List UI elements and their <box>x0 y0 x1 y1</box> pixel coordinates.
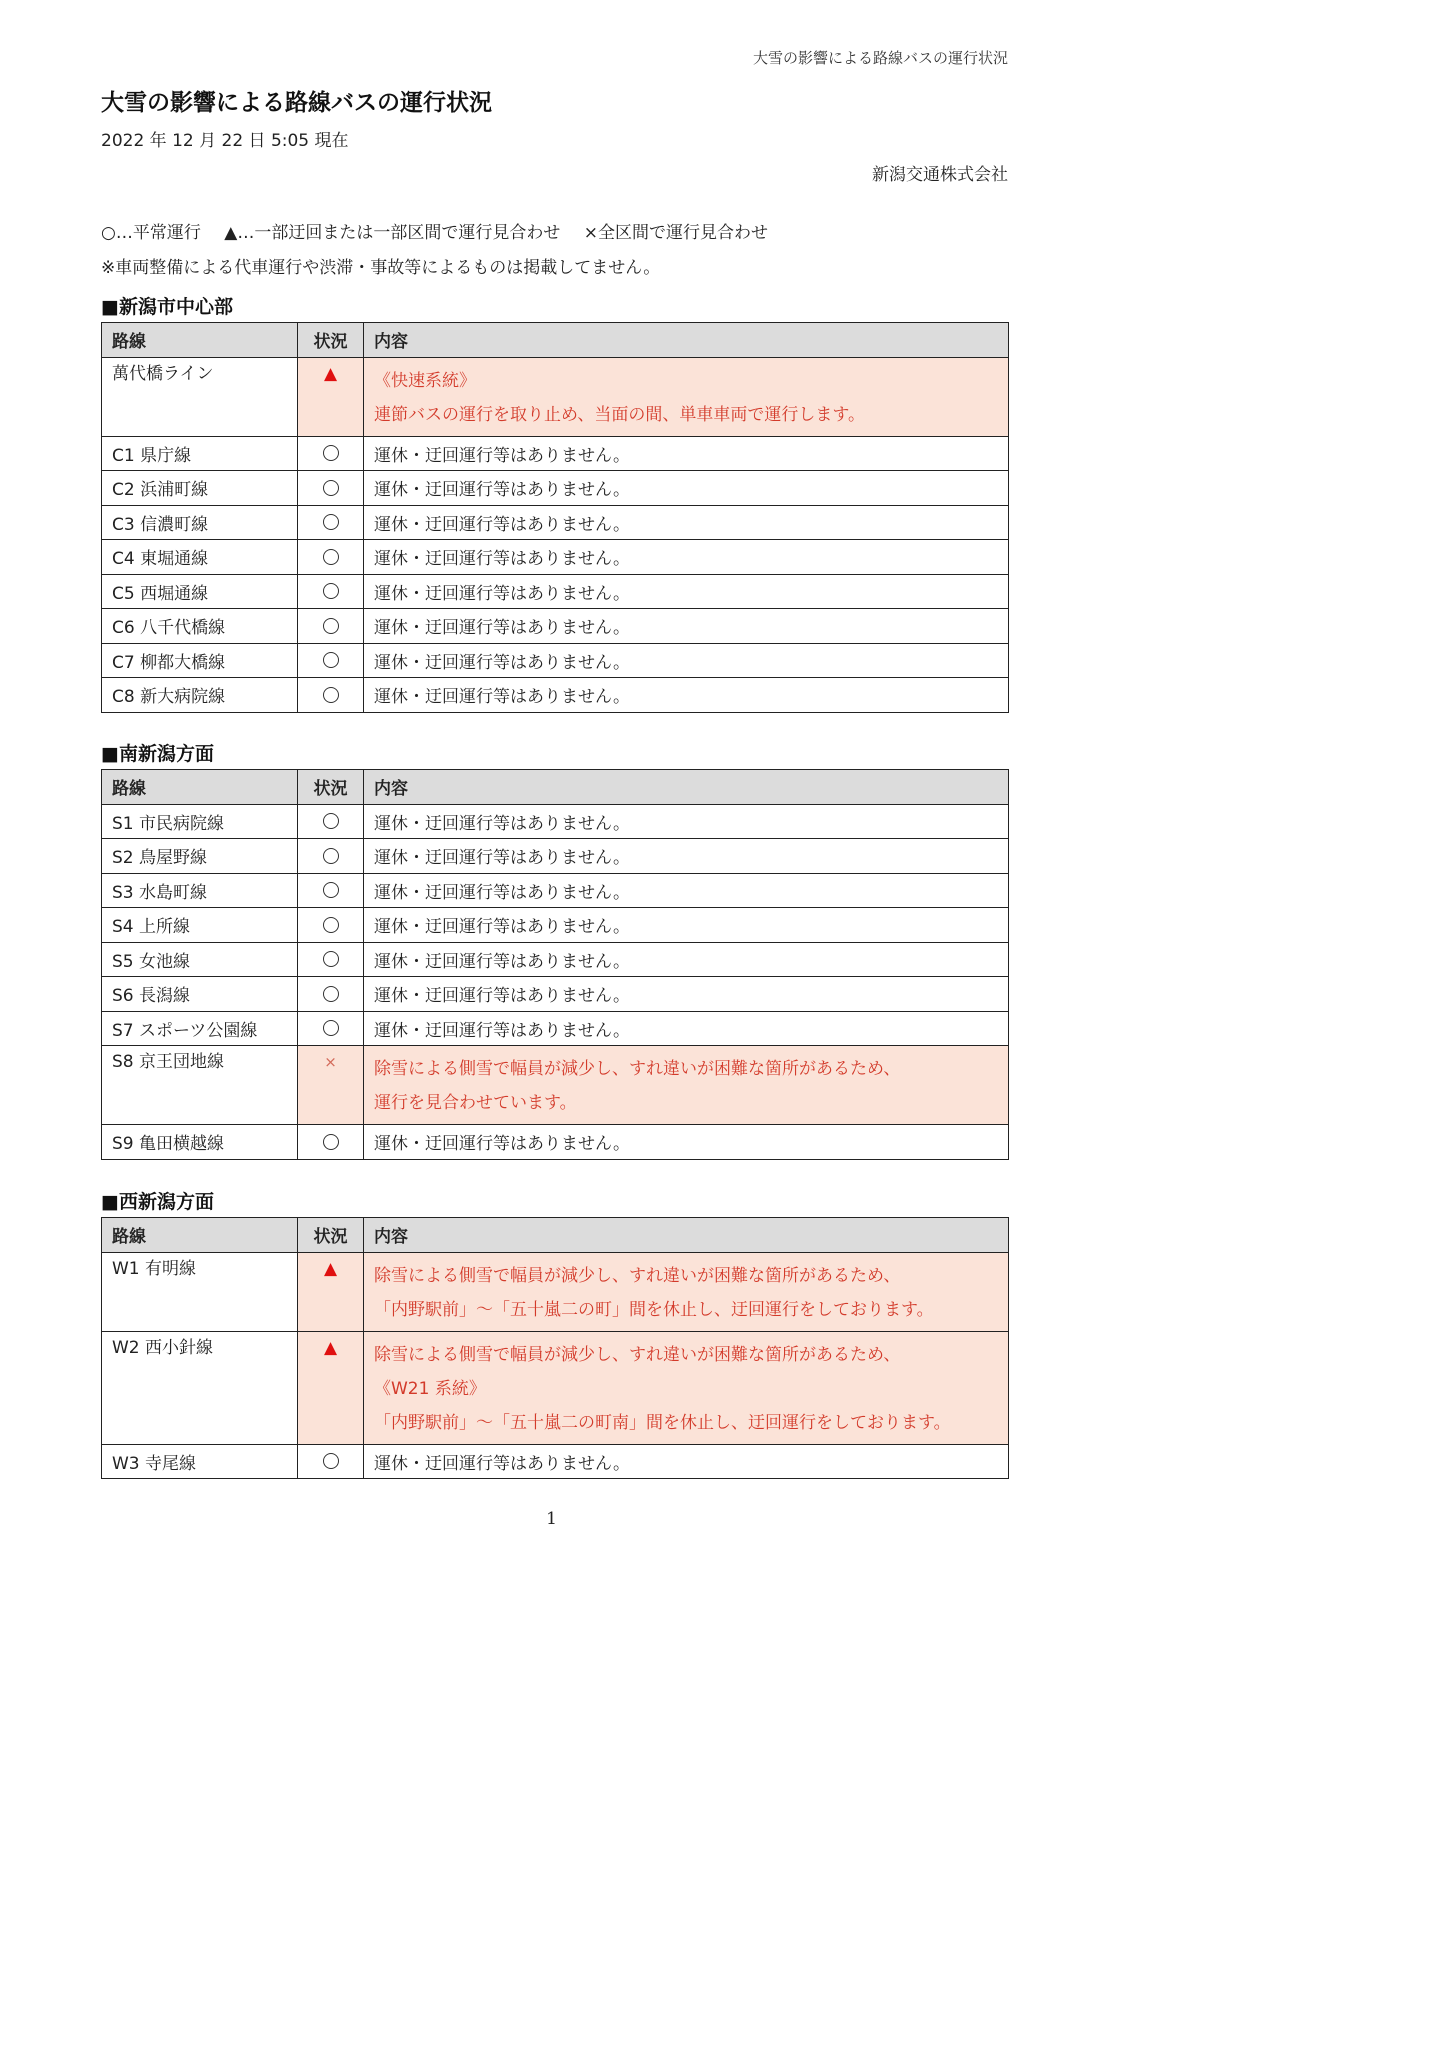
status-partial-cell <box>298 1331 364 1444</box>
column-header-status: 状況 <box>298 323 364 358</box>
detail-cell <box>364 436 1009 471</box>
detail-cell <box>364 873 1009 908</box>
detail-cell <box>364 505 1009 540</box>
table-row <box>102 977 1009 1012</box>
detail-cell <box>364 1444 1009 1479</box>
detail-cell <box>364 1011 1009 1046</box>
route-name-cell: C5 西堀通線 <box>102 574 298 609</box>
route-name-cell: C7 柳都大橋線 <box>102 643 298 678</box>
route-name-cell: C3 信濃町線 <box>102 505 298 540</box>
detail-text-line: 運休・迂回運行等はありません。 <box>374 882 631 903</box>
circle-icon <box>323 652 339 668</box>
route-name-cell: W3 寺尾線 <box>102 1444 298 1479</box>
detail-text-line: 運休・迂回運行等はありません。 <box>374 986 631 1007</box>
detail-text-line: 運休・迂回運行等はありません。 <box>374 583 631 604</box>
table-row <box>102 540 1009 575</box>
circle-icon <box>323 549 339 565</box>
circle-icon <box>323 813 339 829</box>
detail-text-line: 運休・迂回運行等はありません。 <box>374 480 631 501</box>
detail-cell <box>364 804 1009 839</box>
route-name-cell: S2 鳥屋野線 <box>102 839 298 874</box>
circle-icon <box>323 480 339 496</box>
route-name-cell: W2 西小針線 <box>102 1331 298 1444</box>
table-row <box>102 643 1009 678</box>
legend <box>101 218 786 243</box>
detail-text-line: 運休・迂回運行等はありません。 <box>374 618 631 639</box>
column-header-route: 路線 <box>102 323 298 358</box>
table-row <box>102 1444 1009 1479</box>
circle-icon <box>323 1134 339 1150</box>
detail-text-line: 除雪による側雪で幅員が減少し、すれ違いが困難な箇所があるため、 <box>374 1059 901 1079</box>
table-row <box>102 609 1009 644</box>
route-table-west <box>101 1217 1009 1479</box>
circle-icon <box>323 583 339 599</box>
column-header-status: 状況 <box>298 1218 364 1253</box>
route-name-cell: S1 市民病院線 <box>102 804 298 839</box>
route-name-cell: S6 長潟線 <box>102 977 298 1012</box>
detail-text-line: 除雪による側雪で幅員が減少し、すれ違いが困難な箇所があるため、 <box>374 1265 901 1286</box>
status-suspended-cell <box>298 1046 364 1125</box>
detail-text-line: 運休・迂回運行等はありません。 <box>374 1453 631 1474</box>
table-row <box>102 1046 1009 1125</box>
detail-text-line: 運休・迂回運行等はありません。 <box>374 652 631 673</box>
circle-icon <box>323 882 339 898</box>
circle-icon <box>323 917 339 933</box>
circle-icon <box>323 445 339 461</box>
table-row <box>102 505 1009 540</box>
table-row <box>102 804 1009 839</box>
detail-cell <box>364 977 1009 1012</box>
status-partial-cell <box>298 357 364 436</box>
circle-icon <box>323 848 339 864</box>
table-header-row <box>102 323 1009 358</box>
circle-icon <box>323 951 339 967</box>
circle-icon <box>323 687 339 703</box>
status-triangle-icon: ▲ <box>323 1337 338 1358</box>
circle-icon <box>323 618 339 634</box>
detail-cell <box>364 471 1009 506</box>
route-name-cell: S7 スポーツ公園線 <box>102 1011 298 1046</box>
table-header-row <box>102 1218 1009 1253</box>
route-name-cell: S8 京王団地線 <box>102 1046 298 1125</box>
column-header-route: 路線 <box>102 770 298 805</box>
detail-text-line: 「内野駅前」～「五十嵐二の町」間を休止し、迂回運行をしております。 <box>374 1299 934 1320</box>
route-name-cell: W1 有明線 <box>102 1252 298 1331</box>
detail-cell <box>364 1331 1009 1444</box>
column-header-detail: 内容 <box>364 323 1009 358</box>
legend-normal: ○…平常運行 <box>101 223 201 243</box>
route-name-cell: S9 亀田横越線 <box>102 1125 298 1160</box>
detail-cell <box>364 574 1009 609</box>
page-title: 大雪の影響による路線バスの運行状況 <box>101 90 492 116</box>
detail-text-line: 運休・迂回運行等はありません。 <box>374 917 631 938</box>
detail-cell <box>364 540 1009 575</box>
table-row <box>102 1331 1009 1444</box>
circle-icon <box>323 986 339 1002</box>
route-name-cell: C6 八千代橋線 <box>102 609 298 644</box>
status-normal-cell <box>298 678 364 713</box>
detail-cell <box>364 357 1009 436</box>
detail-text-line: 運休・迂回運行等はありません。 <box>374 848 631 869</box>
section-heading-central: ■新潟市中心部 <box>101 296 233 318</box>
status-triangle-icon: ▲ <box>323 1258 338 1279</box>
detail-text-line: 「内野駅前」～「五十嵐二の町南」間を休止し、迂回運行をしております。 <box>374 1412 951 1433</box>
circle-icon <box>323 514 339 530</box>
status-normal-cell <box>298 1011 364 1046</box>
status-normal-cell <box>298 942 364 977</box>
section-heading-west: ■西新潟方面 <box>101 1191 214 1213</box>
detail-cell <box>364 643 1009 678</box>
table-row <box>102 1252 1009 1331</box>
status-cross-icon: × <box>324 1053 337 1071</box>
company-name: 新潟交通株式会社 <box>872 165 1008 185</box>
detail-text-line: 運休・迂回運行等はありません。 <box>374 687 631 708</box>
status-normal-cell <box>298 839 364 874</box>
status-normal-cell <box>298 436 364 471</box>
status-normal-cell <box>298 643 364 678</box>
detail-text-line: 《W21 系統》 <box>374 1378 486 1399</box>
table-header-row <box>102 770 1009 805</box>
status-normal-cell <box>298 908 364 943</box>
status-normal-cell <box>298 1444 364 1479</box>
detail-text-line: 運休・迂回運行等はありません。 <box>374 813 631 834</box>
route-name-cell: S3 水島町線 <box>102 873 298 908</box>
section-heading-south: ■南新潟方面 <box>101 743 214 765</box>
detail-cell <box>364 609 1009 644</box>
detail-text-line: 《快速系統》 <box>374 370 476 391</box>
status-normal-cell <box>298 574 364 609</box>
table-row <box>102 839 1009 874</box>
table-row <box>102 873 1009 908</box>
legend-note: ※車両整備による代車運行や渋滞・事故等によるものは掲載してません。 <box>101 258 661 278</box>
detail-cell <box>364 1252 1009 1331</box>
detail-text-line: 連節バスの運行を取り止め、当面の間、単車車両で運行します。 <box>374 404 865 425</box>
legend-suspended: ×全区間で運行見合わせ <box>583 223 768 243</box>
detail-cell <box>364 1046 1009 1125</box>
status-normal-cell <box>298 471 364 506</box>
page-number: 1 <box>546 1509 557 1529</box>
detail-text-line: 除雪による側雪で幅員が減少し、すれ違いが困難な箇所があるため、 <box>374 1344 901 1365</box>
detail-cell <box>364 1125 1009 1160</box>
status-triangle-icon: ▲ <box>323 363 338 384</box>
route-name-cell: C2 浜浦町線 <box>102 471 298 506</box>
table-row <box>102 1011 1009 1046</box>
table-row <box>102 942 1009 977</box>
status-normal-cell <box>298 804 364 839</box>
route-name-cell: S4 上所線 <box>102 908 298 943</box>
route-table-south <box>101 769 1009 1160</box>
route-name-cell: 萬代橋ライン <box>102 357 298 436</box>
table-row <box>102 908 1009 943</box>
detail-cell <box>364 678 1009 713</box>
column-header-detail: 内容 <box>364 1218 1009 1253</box>
detail-text-line: 運休・迂回運行等はありません。 <box>374 1020 631 1041</box>
running-header: 大雪の影響による路線バスの運行状況 <box>752 49 1008 67</box>
detail-text-line: 運休・迂回運行等はありません。 <box>374 1134 631 1155</box>
detail-text-line: 運休・迂回運行等はありません。 <box>374 549 631 570</box>
status-normal-cell <box>298 609 364 644</box>
detail-text-line: 運休・迂回運行等はありません。 <box>374 514 631 535</box>
table-row <box>102 1125 1009 1160</box>
route-name-cell: C4 東堀通線 <box>102 540 298 575</box>
detail-text-line: 運休・迂回運行等はありません。 <box>374 445 631 466</box>
circle-icon <box>323 1453 339 1469</box>
status-normal-cell <box>298 540 364 575</box>
detail-cell <box>364 839 1009 874</box>
column-header-detail: 内容 <box>364 770 1009 805</box>
status-normal-cell <box>298 1125 364 1160</box>
table-row <box>102 471 1009 506</box>
table-row <box>102 678 1009 713</box>
table-row <box>102 574 1009 609</box>
status-normal-cell <box>298 977 364 1012</box>
circle-icon <box>323 1020 339 1036</box>
detail-cell <box>364 942 1009 977</box>
timestamp: 2022 年 12 月 22 日 5:05 現在 <box>101 131 349 151</box>
column-header-status: 状況 <box>298 770 364 805</box>
detail-text-line: 運行を見合わせています。 <box>374 1093 577 1113</box>
table-row <box>102 357 1009 436</box>
status-partial-cell <box>298 1252 364 1331</box>
detail-text-line: 運休・迂回運行等はありません。 <box>374 951 631 972</box>
route-name-cell: C8 新大病院線 <box>102 678 298 713</box>
table-row <box>102 436 1009 471</box>
column-header-route: 路線 <box>102 1218 298 1253</box>
detail-cell <box>364 908 1009 943</box>
legend-partial: ▲…一部迂回または一部区間で運行見合わせ <box>224 223 561 243</box>
status-normal-cell <box>298 505 364 540</box>
route-name-cell: C1 県庁線 <box>102 436 298 471</box>
route-name-cell: S5 女池線 <box>102 942 298 977</box>
status-normal-cell <box>298 873 364 908</box>
route-table-central <box>101 322 1009 713</box>
